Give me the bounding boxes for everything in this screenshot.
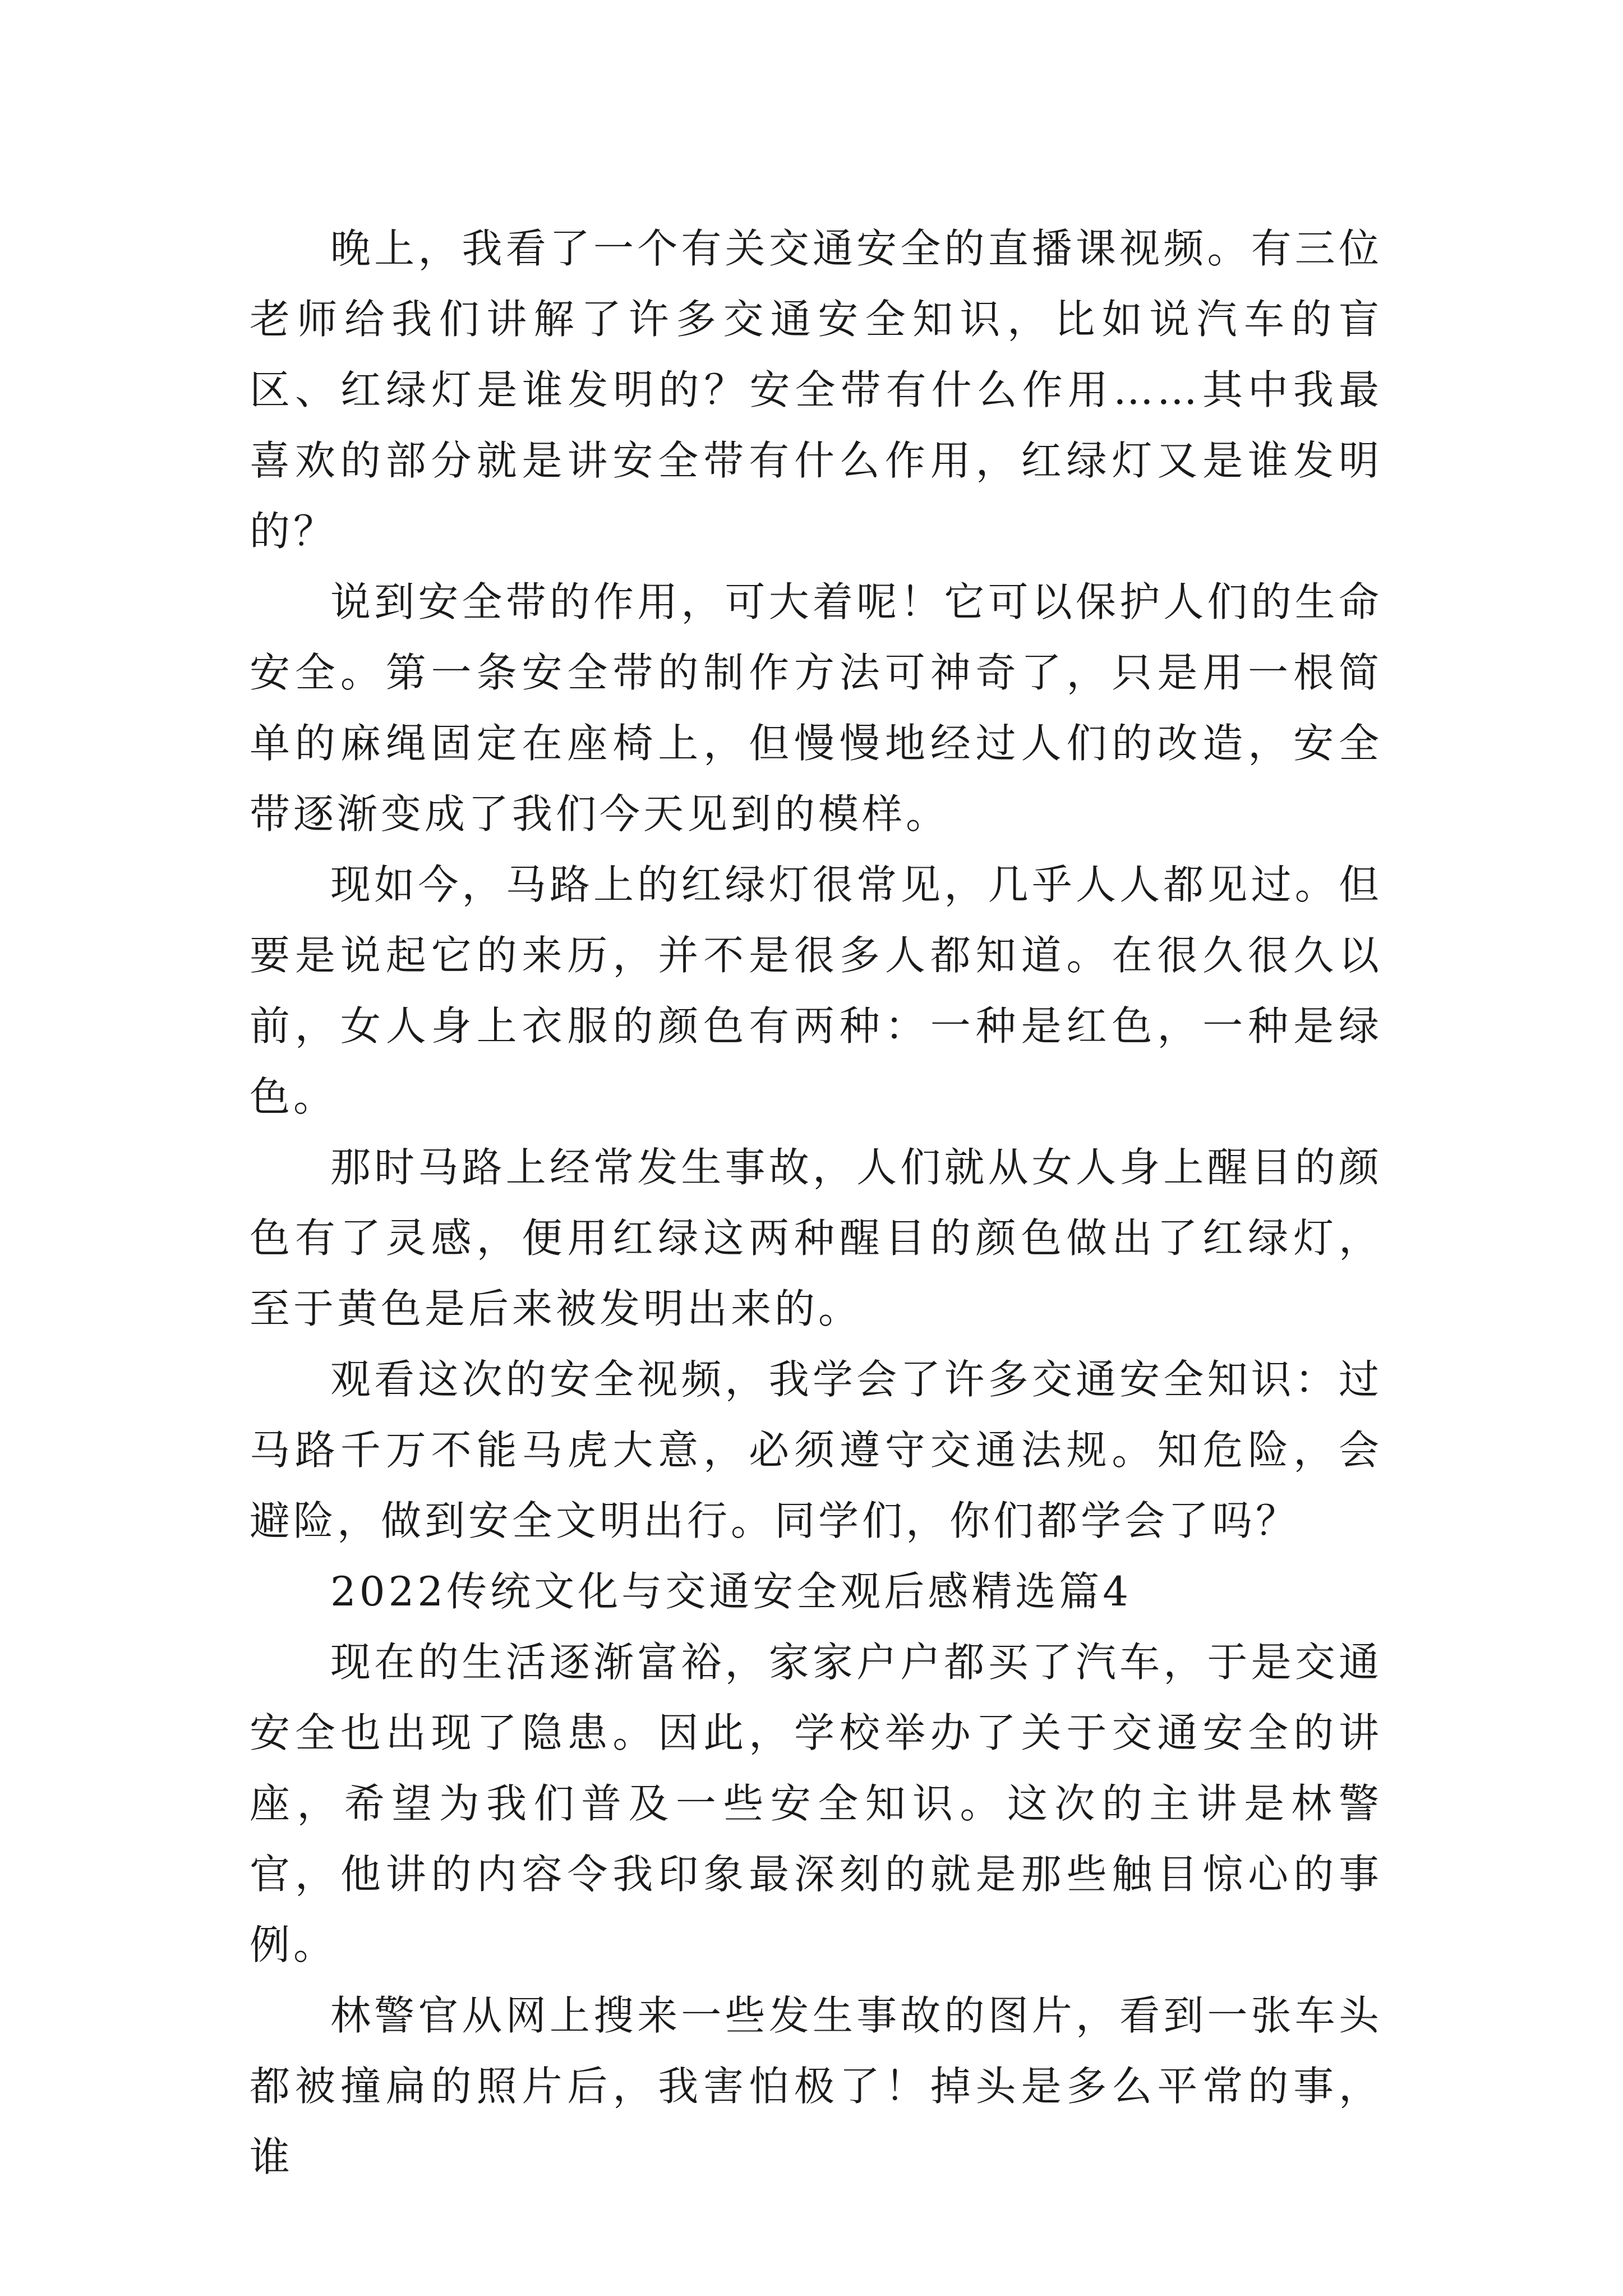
paragraph-4: 那时马路上经常发生事故，人们就从女人身上醒目的颜色有了灵感，便用红绿这两种醒目的颜色做出了红绿灯，至于黄色是后来被发明出来的。 xyxy=(250,1144,1382,1332)
paragraph-3: 现如今，马路上的红绿灯很常见，几乎人人都见过。但要是说起它的来历，并不是很多人都知道。在很久很久以前，女人身上衣服的颜色有两种：一种是红色，一种是绿色。 xyxy=(250,861,1382,1120)
paragraph-2: 说到安全带的作用，可大着呢！它可以保护人们的生命安全。第一条安全带的制作方法可神奇了，只是用一根简单的麻绳固定在座椅上，但慢慢地经过人们的改造，安全带逐渐变成了我们今天见到的模样。 xyxy=(250,578,1382,838)
paragraph-1: 晚上，我看了一个有关交通安全的直播课视频。有三位老师给我们讲解了许多交通安全知识，比如说汽车的盲区、红绿灯是谁发明的？安全带有什么作用……其中我最喜欢的部分就是讲安全带有什么作用，红绿灯又是谁发明的？ xyxy=(250,225,1382,555)
paragraph-5: 观看这次的安全视频，我学会了许多交通安全知识：过马路千万不能马虎大意，必须遵守交通法规。知危险，会避险，做到安全文明出行。同学们，你们都学会了吗？ xyxy=(250,1356,1382,1544)
paragraph-6: 现在的生活逐渐富裕，家家户户都买了汽车，于是交通安全也出现了隐患。因此，学校举办了关于交通安全的讲座，希望为我们普及一些安全知识。这次的主讲是林警官，他讲的内容令我印象最深刻的就是那些触目惊心的事例。 xyxy=(250,1639,1382,1968)
document-body xyxy=(250,213,1382,2192)
paragraph-7: 林警官从网上搜来一些发生事故的图片，看到一张车头都被撞扁的照片后，我害怕极了！掉头是多么平常的事，谁 xyxy=(250,1992,1382,2180)
section-heading: 2022传统文化与交通安全观后感精选篇4 xyxy=(330,1568,1132,1615)
